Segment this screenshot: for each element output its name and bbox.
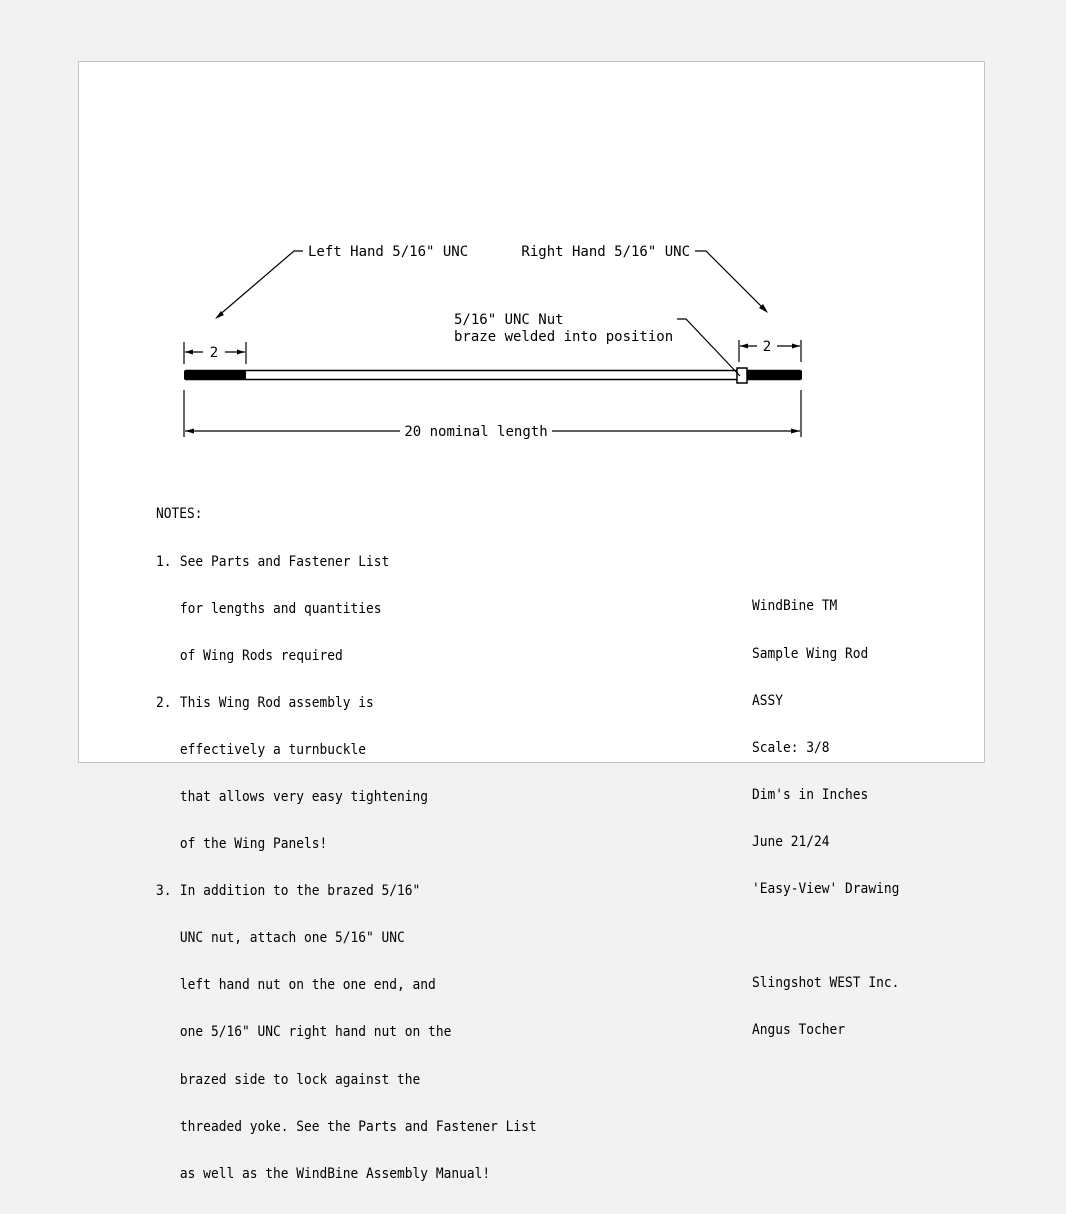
- note-1-line-2: for lengths and quantities: [179, 600, 382, 617]
- right-thread-dimension-label: 2: [762, 339, 772, 355]
- nut-leader: [677, 319, 740, 376]
- left-thread-leader: [215, 251, 303, 319]
- left-thread-dimension-label: 2: [209, 345, 219, 361]
- right-thread-leader: [695, 251, 768, 313]
- note-3-line-5: brazed side to lock against the: [179, 1071, 421, 1088]
- note-3-line-6: threaded yoke. See the Parts and Fastener List: [179, 1118, 537, 1135]
- note-2-line-1: 2. This Wing Rod assembly is: [156, 694, 374, 711]
- title-line-units: Dim's in Inches: [752, 786, 869, 803]
- title-line-name: Sample Wing Rod: [752, 645, 869, 662]
- title-line-type: ASSY: [752, 692, 784, 709]
- overall-length-label: 20 nominal length: [404, 424, 548, 440]
- note-3-line-4: one 5/16" UNC right hand nut on the: [179, 1024, 452, 1041]
- brazed-nut: [737, 368, 747, 383]
- rod-body: [186, 371, 800, 380]
- note-1-line-3: of Wing Rods required: [179, 647, 343, 664]
- nut-callout-line1: 5/16" UNC Nut: [454, 312, 564, 328]
- nut-callout-line2: braze welded into position: [454, 329, 674, 345]
- title-author: Angus Tocher: [752, 1022, 846, 1039]
- note-2-line-2: effectively a turnbuckle: [179, 741, 367, 758]
- left-thread-section: [184, 371, 246, 380]
- note-3-line-7: as well as the WindBine Assembly Manual!: [179, 1165, 491, 1182]
- note-3-line-1: 3. In addition to the brazed 5/16": [156, 883, 421, 900]
- title-line-date: June 21/24: [752, 833, 830, 850]
- title-company: Slingshot WEST Inc.: [752, 975, 900, 992]
- note-2-line-4: of the Wing Panels!: [179, 836, 328, 853]
- note-1-line-1: 1. See Parts and Fastener List: [156, 553, 390, 570]
- title-line-product: WindBine TM: [752, 598, 838, 615]
- title-line-scale: Scale: 3/8: [752, 739, 830, 756]
- note-3-line-2: UNC nut, attach one 5/16" UNC: [179, 930, 405, 947]
- title-block: [752, 568, 912, 1070]
- right-thread-section: [747, 371, 802, 380]
- notes-heading: NOTES:: [156, 506, 203, 523]
- right-thread-callout: Right Hand 5/16" UNC: [521, 244, 690, 260]
- note-2-line-3: that allows very easy tightening: [179, 788, 429, 805]
- note-3-line-3: left hand nut on the one end, and: [179, 977, 436, 994]
- notes-block: [156, 476, 570, 1214]
- left-thread-callout: Left Hand 5/16" UNC: [308, 244, 469, 260]
- title-line-style: 'Easy-View' Drawing: [752, 880, 900, 897]
